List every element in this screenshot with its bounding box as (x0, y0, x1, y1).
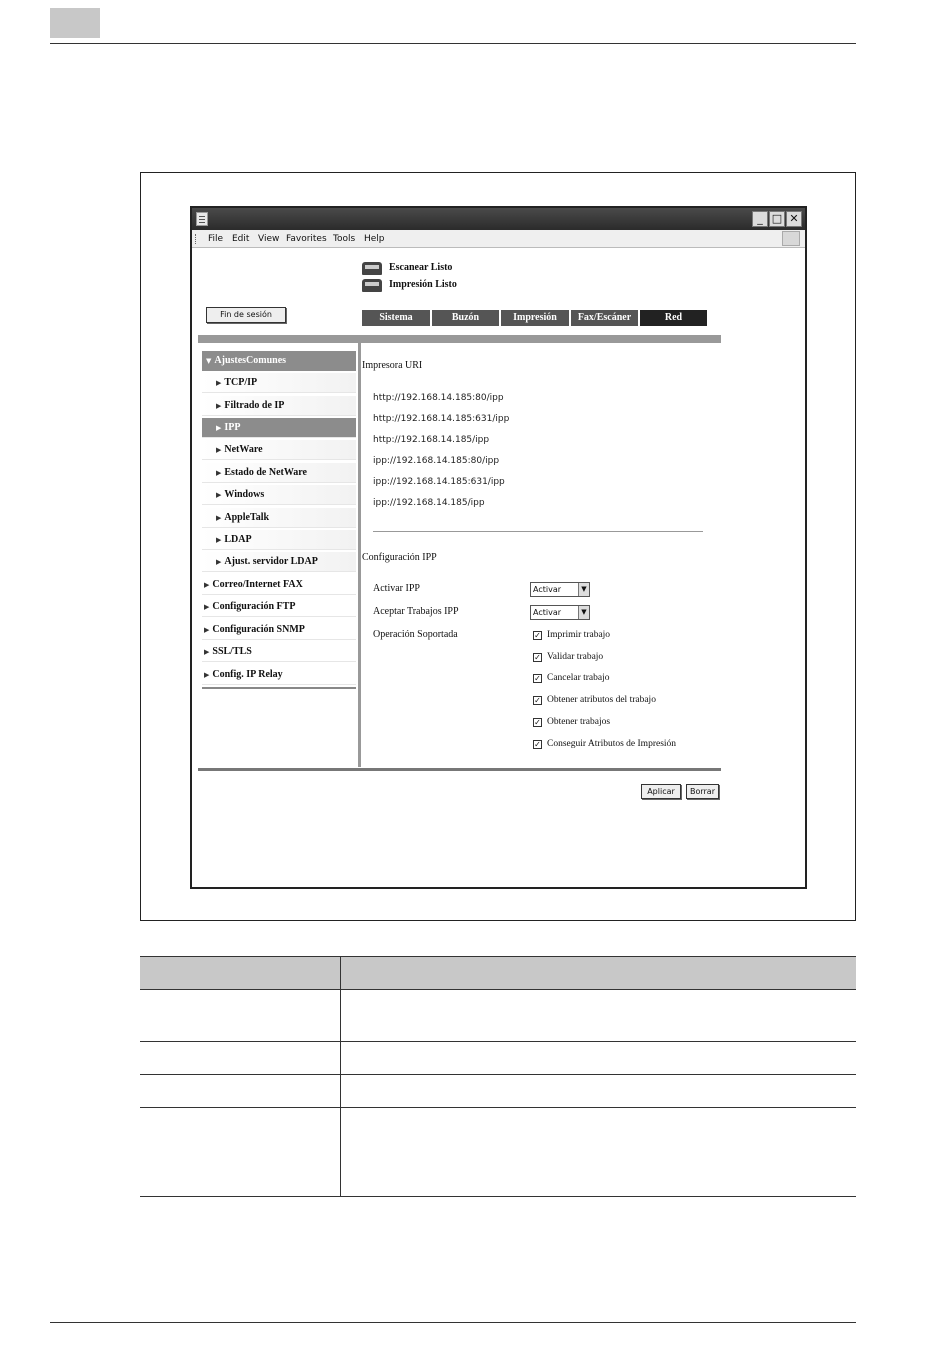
section-divider (373, 531, 703, 532)
chevron-right-icon: ▶ (216, 402, 222, 410)
sidebar-item-ip-relay[interactable] (202, 665, 356, 685)
table-column-divider (340, 956, 341, 1197)
enable-ipp-value: Activar (533, 585, 562, 594)
uri-item: http://192.168.14.185/ipp (373, 435, 490, 445)
footer-rule (50, 1322, 856, 1323)
accept-jobs-value: Activar (533, 608, 562, 617)
scan-status-text: Escanear Listo (389, 262, 453, 273)
sidebar-item-label: Ajust. servidor LDAP (224, 556, 318, 567)
maximize-button[interactable]: □ (769, 211, 785, 227)
close-button[interactable]: ✕ (786, 211, 802, 227)
sidebar-item-label: AppleTalk (224, 512, 270, 523)
windows-logo-icon (782, 231, 800, 246)
clear-button[interactable]: Borrar (686, 784, 719, 799)
uri-item: ipp://192.168.14.185/ipp (373, 498, 485, 508)
sidebar-item-label: Windows (224, 489, 265, 500)
op-label: Obtener trabajos (547, 717, 611, 727)
sidebar-item-appletalk[interactable] (202, 508, 356, 528)
sidebar-item-ldap-server[interactable] (202, 552, 356, 572)
header-rule (50, 43, 856, 44)
op-label: Conseguir Atributos de Impresión (547, 739, 677, 749)
checkbox-checked[interactable]: ✓ (534, 631, 541, 640)
sidebar-item-label: Estado de NetWare (224, 467, 307, 478)
checkbox-checked[interactable]: ✓ (534, 653, 541, 662)
sidebar-item-ipp[interactable] (202, 418, 356, 438)
sidebar-item-windows[interactable] (202, 485, 356, 505)
chevron-right-icon: ▶ (204, 626, 210, 634)
chevron-down-icon: ▼ (578, 583, 589, 596)
menu-tools[interactable]: Tools (333, 234, 356, 244)
menu-view[interactable]: View (258, 234, 280, 244)
tab-red[interactable]: Red (640, 310, 707, 326)
sidebar-item-label: Config. IP Relay (212, 669, 283, 680)
print-status-text: Impresión Listo (389, 279, 457, 290)
page-content (192, 249, 805, 887)
sidebar-item-ftp[interactable] (202, 597, 356, 617)
sidebar-item-label: SSL/TLS (212, 646, 252, 657)
table-header (140, 956, 856, 990)
op-label: Validar trabajo (547, 652, 604, 662)
scanner-icon (362, 262, 382, 275)
chevron-down-icon: ▼ (206, 357, 212, 365)
printer-uri-title: Impresora URI (362, 360, 423, 371)
sidebar-item-label: NetWare (224, 444, 263, 455)
menu-favorites[interactable]: Favorites (286, 234, 327, 244)
sidebar-header-label: AjustesComunes (214, 355, 287, 366)
accept-jobs-label: Aceptar Trabajos IPP (373, 606, 459, 617)
enable-ipp-select[interactable] (530, 582, 590, 597)
footer-divider (198, 768, 721, 771)
table-row (140, 1042, 856, 1075)
sidebar-item-label: TCP/IP (224, 377, 258, 388)
uri-item: ipp://192.168.14.185:631/ipp (373, 477, 505, 487)
chevron-down-icon: ▼ (578, 606, 589, 619)
sidebar-item-snmp[interactable] (202, 620, 356, 640)
chevron-right-icon: ▶ (216, 558, 222, 566)
enable-ipp-label: Activar IPP (373, 583, 420, 594)
table-row (140, 1075, 856, 1108)
op-label: Obtener atributos del trabajo (547, 695, 656, 705)
sidebar-item-tcpip[interactable] (202, 373, 356, 393)
table-row (140, 1108, 856, 1197)
chevron-right-icon: ▶ (216, 424, 222, 432)
uri-item: http://192.168.14.185:631/ipp (373, 414, 510, 424)
chevron-right-icon: ▶ (216, 469, 222, 477)
op-label: Imprimir trabajo (547, 630, 611, 640)
page-corner-tab (50, 8, 100, 38)
apply-button[interactable]: Aplicar (641, 784, 681, 799)
sidebar-item-label: Configuración SNMP (212, 624, 305, 635)
uri-item: http://192.168.14.185:80/ipp (373, 393, 504, 403)
chevron-right-icon: ▶ (216, 514, 222, 522)
menu-file[interactable]: File (208, 234, 224, 244)
accept-jobs-select[interactable] (530, 605, 590, 620)
chevron-right-icon: ▶ (216, 536, 222, 544)
chevron-right-icon: ▶ (216, 379, 222, 387)
uri-item: ipp://192.168.14.185:80/ipp (373, 456, 500, 466)
sidebar-item-netware[interactable] (202, 440, 356, 460)
chevron-right-icon: ▶ (204, 648, 210, 656)
title-bar (192, 208, 805, 230)
sidebar-item-label: Filtrado de IP (224, 400, 285, 411)
checkbox-checked[interactable]: ✓ (534, 718, 541, 727)
vertical-divider (358, 343, 361, 767)
sidebar-item-ip-filter[interactable] (202, 396, 356, 416)
chevron-right-icon: ▶ (216, 491, 222, 499)
checkbox-checked[interactable]: ✓ (534, 674, 541, 683)
checkbox-checked[interactable]: ✓ (534, 740, 541, 749)
sidebar-item-ssl-tls[interactable] (202, 642, 356, 662)
chevron-right-icon: ▶ (204, 671, 210, 679)
sidebar-item-email-fax[interactable] (202, 575, 356, 595)
op-label: Cancelar trabajo (547, 673, 610, 683)
sidebar-item-label: LDAP (224, 534, 252, 545)
sidebar-item-ldap[interactable] (202, 530, 356, 550)
minimize-button[interactable]: _ (752, 211, 768, 227)
sidebar-bottom-rule (202, 687, 356, 689)
logout-button[interactable]: Fin de sesión (206, 307, 286, 323)
toolbar-grip (195, 234, 197, 244)
sidebar-item-label: IPP (224, 422, 241, 433)
checkbox-checked[interactable]: ✓ (534, 696, 541, 705)
sidebar-item-netware-status[interactable] (202, 463, 356, 483)
sidebar-item-label: Configuración FTP (212, 601, 296, 612)
browser-window (190, 206, 807, 889)
document-icon (196, 212, 208, 226)
tab-buzon[interactable]: Buzón (432, 310, 499, 326)
menu-help[interactable]: Help (364, 234, 385, 244)
menu-edit[interactable]: Edit (232, 234, 250, 244)
tab-impresion[interactable]: Impresión (501, 310, 569, 326)
tab-sistema[interactable]: Sistema (362, 310, 430, 326)
supported-ops-label: Operación Soportada (373, 629, 458, 640)
chevron-right-icon: ▶ (204, 603, 210, 611)
chevron-right-icon: ▶ (204, 581, 210, 589)
header-divider (198, 335, 721, 343)
sidebar-item-label: Correo/Internet FAX (212, 579, 303, 590)
ipp-config-title: Configuración IPP (362, 552, 437, 563)
menu-bar (192, 230, 805, 248)
table-row (140, 990, 856, 1042)
chevron-right-icon: ▶ (216, 446, 222, 454)
sidebar-header[interactable] (202, 351, 356, 371)
tab-fax-escaner[interactable]: Fax/Escáner (571, 310, 638, 326)
printer-icon (362, 279, 382, 292)
